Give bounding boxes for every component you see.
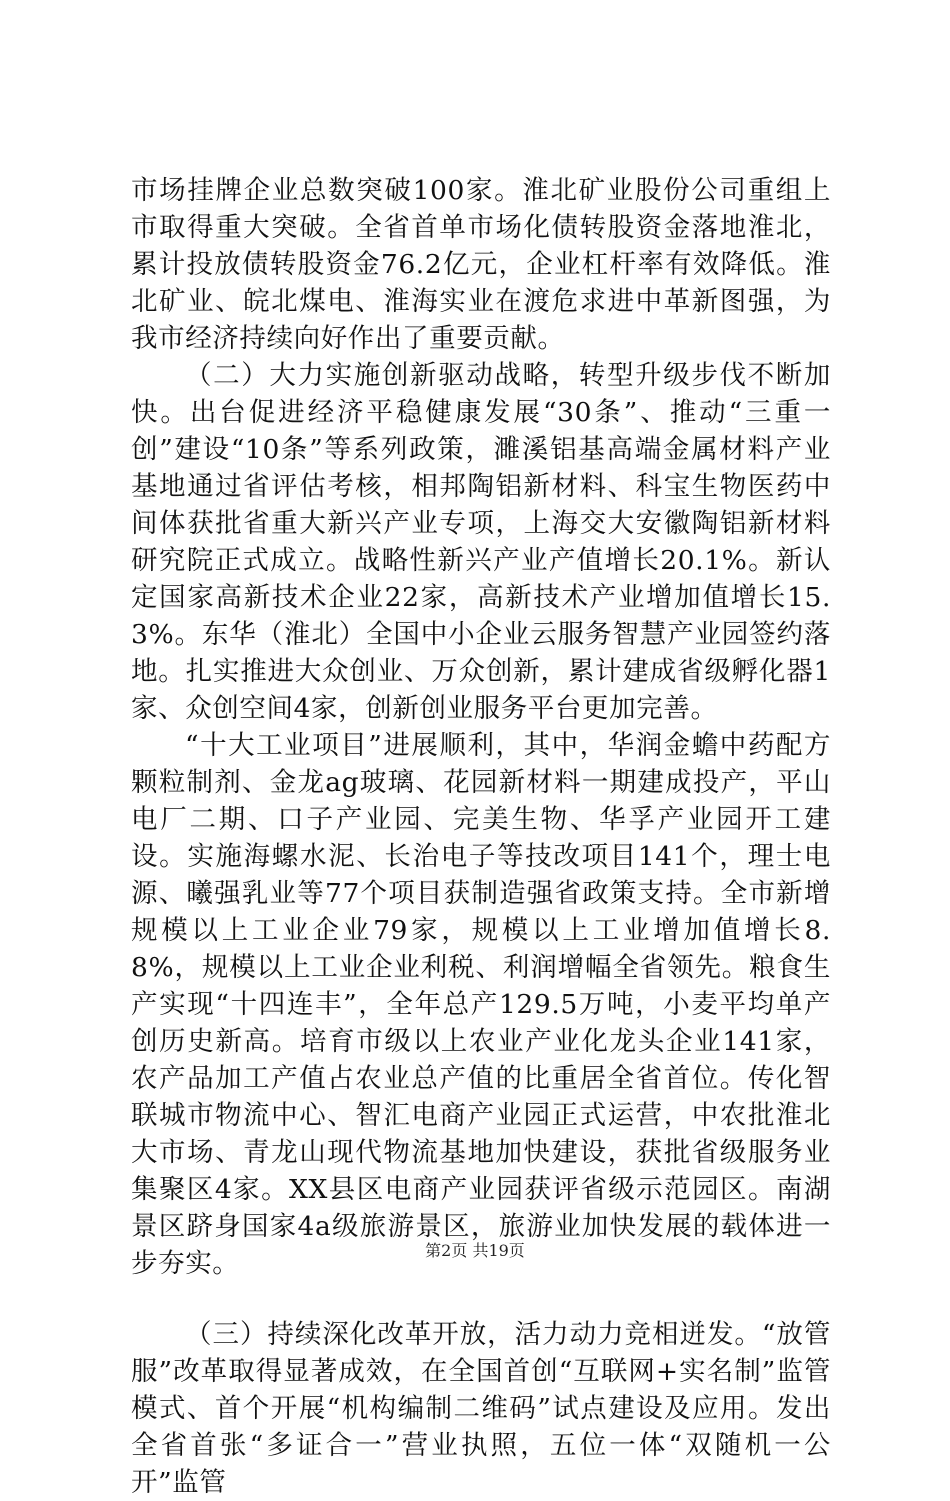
paragraph-section-two: （二）大力实施创新驱动战略，转型升级步伐不断加快。出台促进经济平稳健康发展“30条”、推动“三重一创”建设“10条”等系列政策，濉溪铝基高端金属材料产业基地通过省评估考核，相邦陶铝新材料、科宝生物医药中间体获批省重大新兴产业专项，上海交大安徽陶铝新材料研究院正式成立。战略性新兴产业产值增长20.1%。新认定国家高新技术企业22家，高新技术产业增加值增长15.3%。东华（淮北）全国中小企业云服务智慧产业园签约落地。扎实推进大众创业、万众创新，累计建成省级孵化器1家、众创空间4家，创新创业服务平台更加完善。 [131,360,831,724]
paragraph-section-three: （三）持续深化改革开放，活力动力竞相迸发。“放管服”改革取得显著成效，在全国首创“互联网+实名制”监管模式、首个开展“机构编制二维码”试点建设及应用。发出全省首张“多证合一”营业执照，五位一体“双随机一公开”监管 [131,1319,831,1498]
document-body [131,172,831,1501]
paragraph-industrial-projects: “十大工业项目”进展顺利，其中，华润金蟾中药配方颗粒制剂、金龙ag玻璃、花园新材料一期建成投产，平山电厂二期、口子产业园、完美生物、华孚产业园开工建设。实施海螺水泥、长治电子等技改项目141个，理士电源、曦强乳业等77个项目获制造强省政策支持。全市新增规模以上工业企业79家，规模以上工业增加值增长8.8%，规模以上工业企业利税、利润增幅全省领先。粮食生产实现“十四连丰”，全年总产129.5万吨，小麦平均单产创历史新高。培育市级以上农业产业化龙头企业141家，农产品加工产值占农业总产值的比重居全省首位。传化智联城市物流中心、智汇电商产业园正式运营，中农批淮北大市场、青龙山现代物流基地加快建设，获批省级服务业集聚区4家。XX县区电商产业园获评省级示范园区。南湖景区跻身国家4a级旅游景区，旅游业加快发展的载体进一步夯实。 [131,730,831,1279]
page-number-footer: 第2页 共19页 [425,1241,525,1260]
paragraph-continuation: 市场挂牌企业总数突破100家。淮北矿业股份公司重组上市取得重大突破。全省首单市场化债转股资金落地淮北，累计投放债转股资金76.2亿元，企业杠杆率有效降低。淮北矿业、皖北煤电、淮海实业在渡危求进中革新图强，为我市经济持续向好作出了重要贡献。 [131,175,831,354]
paragraph-gap [131,1282,831,1316]
